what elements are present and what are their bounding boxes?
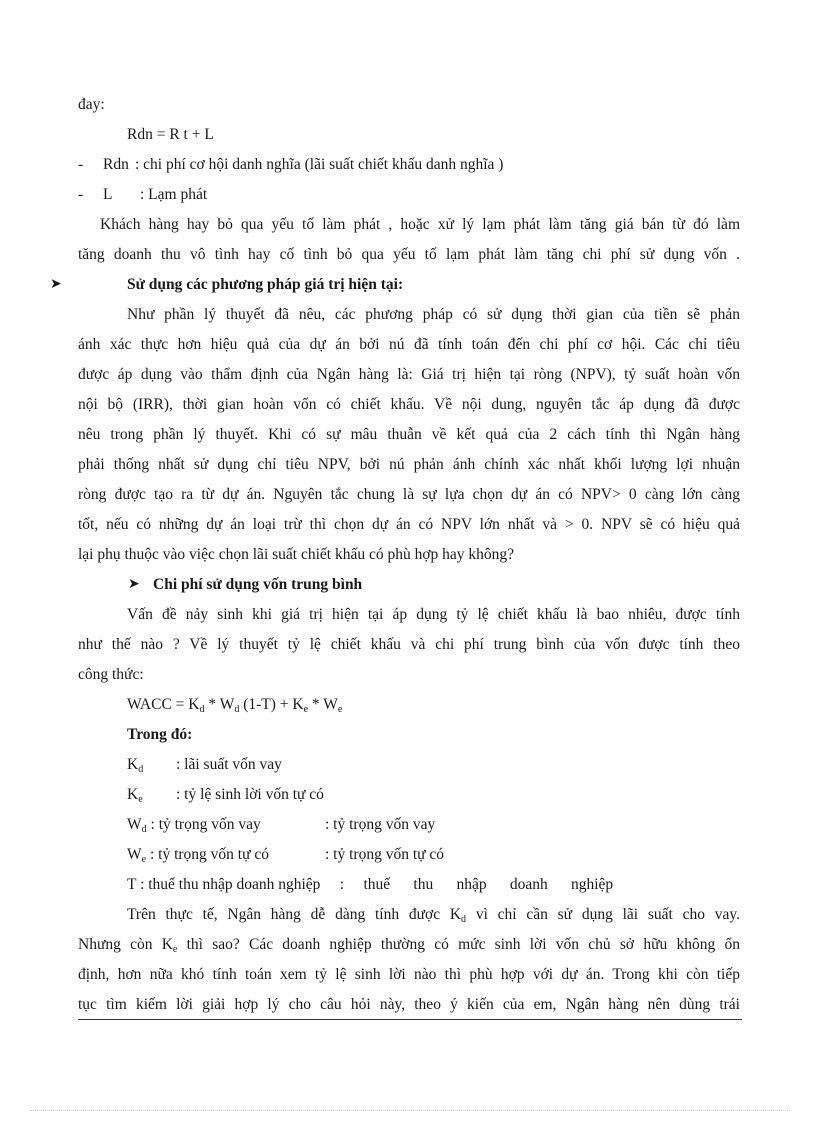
subscript: e: [337, 704, 343, 715]
paragraph-line: như thế nào ? Về lý thuyết tỷ lệ chiết khấu và chi phí trung bình của vốn được tính theo: [78, 636, 740, 653]
paragraph-line: tốt, nếu có những dự án loại trừ thì chọn dự án có NPV lớn nhất và > 0. NPV sẽ có hiệu quả: [78, 516, 740, 533]
legend-ke: [127, 785, 740, 810]
term-l: L: [103, 186, 113, 203]
legend-t: [127, 875, 740, 895]
paragraph-line: [78, 935, 740, 960]
subscript: e: [303, 704, 309, 715]
paragraph-line: công thức:: [78, 666, 144, 683]
formula-text: * W: [204, 696, 235, 713]
paragraph-line: tục tìm kiếm lời giải hợp lý cho câu hỏi này, theo ý kiến của em, Ngân hàng nên dùng trái: [78, 996, 740, 1013]
symbol: K: [127, 786, 139, 803]
symbol-description: : tỷ trọng vốn vay: [146, 816, 261, 833]
paragraph-line: định, hơn nữa khó tính toán xem tỷ lệ sinh lời nào thì phù hợp với dự án. Trong khi còn tiếp: [78, 966, 740, 983]
text-run: Nhưng còn K: [78, 936, 173, 953]
paragraph-line: được áp dụng vào thẩm định của Ngân hàng là: Giá trị hiện tại ròng (NPV), tỷ suất hoàn vốn: [78, 366, 740, 383]
legend-wd: [127, 815, 740, 840]
paragraph-line: Khách hàng hay bỏ qua yếu tố làm phát , hoặc xử lý lạm phát làm tăng giá bán từ đó làm: [100, 216, 740, 233]
footer-rule: [78, 1019, 742, 1020]
subscript: d: [234, 704, 240, 715]
symbol-description: T : thuế thu nhập doanh nghiệp : thuế thu nhập doanh nghiệp: [127, 876, 614, 893]
list-dash: -: [78, 186, 84, 203]
text-line: đay:: [78, 96, 105, 113]
formula-wacc: [127, 695, 740, 720]
paragraph-line: nêu trong phần lý thuyết. Khi có sự mâu thuẫn về kết quả của 2 cách tính thì Ngân hàng: [78, 426, 740, 443]
formula-text: * W: [308, 696, 338, 713]
text-run: Trên thực tế, Ngân hàng dễ dàng tính được K: [127, 906, 462, 923]
paragraph-line: ròng được tạo ra từ dự án. Nguyên tắc chung là sự lựa chọn dự án có NPV> 0 càng lớn càng: [78, 486, 740, 503]
subsection-heading: Chi phí sử dụng vốn trung bình: [153, 576, 363, 593]
symbol: W: [127, 846, 142, 863]
paragraph-line: Như phần lý thuyết đã nêu, các phương pháp có sử dụng thời gian của tiền sẽ phản: [127, 306, 740, 323]
page-bottom-dotted-border: [30, 1110, 790, 1111]
symbol-description: : tỷ trọng vốn vay: [325, 816, 436, 833]
symbol: K: [127, 756, 139, 773]
paragraph-line: nội bộ (IRR), thời gian hoàn vốn có chiết khấu. Về nội dung, nguyên tắc áp dụng đã được: [78, 396, 740, 413]
symbol-description: : tỷ lệ sinh lời vốn tự có: [176, 786, 324, 803]
section-heading: Sử dụng các phương pháp giá trị hiện tại:: [127, 276, 404, 293]
symbol-description: : tỷ trọng vốn tự có: [325, 846, 445, 863]
subscript: e: [138, 794, 143, 805]
text-run: thì sao? Các doanh nghiệp thường có mức sinh lời vốn chủ sở hữu không ổn: [177, 936, 740, 953]
subscript: e: [172, 944, 178, 955]
definition-l: [78, 185, 740, 205]
subscript: d: [138, 764, 144, 775]
term-description: : Lạm phát: [140, 186, 208, 203]
symbol: W: [127, 816, 142, 833]
paragraph-line: Vấn đề nảy sinh khi giá trị hiện tại áp dụng tỷ lệ chiết khấu là bao nhiêu, được tính: [127, 606, 740, 623]
text-run: vì chỉ cần sử dụng lãi suất cho vay.: [466, 906, 740, 923]
formula-text: WACC = K: [127, 696, 200, 713]
subscript: d: [199, 704, 205, 715]
paragraph-line: tăng doanh thu vô tình hay cố tình bỏ qua yếu tố lạm phát làm tăng chi phí sử dụng vốn .: [78, 246, 740, 263]
definition-rdn: [78, 155, 740, 175]
subscript: d: [461, 914, 467, 925]
legend-heading: Trong đó:: [127, 726, 193, 743]
term-description: : chi phí cơ hội danh nghĩa (lãi suất chiết khấu danh nghĩa ): [135, 156, 504, 173]
subscript: d: [141, 824, 147, 835]
paragraph-line: ánh xác thực hơn hiệu quả của dự án bởi nú đã tính toán đến chi phí cơ hội. Các chỉ tiêu: [78, 336, 740, 353]
subscript: e: [141, 854, 147, 865]
paragraph-line: lại phụ thuộc vào việc chọn lãi suất chiết khấu có phù hợp hay không?: [78, 546, 515, 563]
list-dash: -: [78, 156, 84, 173]
legend-kd: [127, 755, 740, 780]
formula-text: (1-T) + K: [239, 696, 304, 713]
arrowhead-bullet-icon: ➤: [50, 277, 62, 292]
formula-rdn: Rdn = R t + L: [127, 126, 214, 143]
legend-we: [127, 845, 740, 870]
paragraph-line: phải thống nhất sử dụng chỉ tiêu NPV, bởi nú phản ánh chính xác nhất khối lượng lợi nhuận: [78, 456, 740, 473]
symbol-description: : lãi suất vốn vay: [176, 756, 282, 773]
arrowhead-bullet-icon: ➤: [128, 577, 140, 592]
term-rdn: Rdn: [103, 156, 129, 173]
paragraph-line: [127, 905, 740, 930]
symbol-description: : tỷ trọng vốn tự có: [146, 846, 270, 863]
